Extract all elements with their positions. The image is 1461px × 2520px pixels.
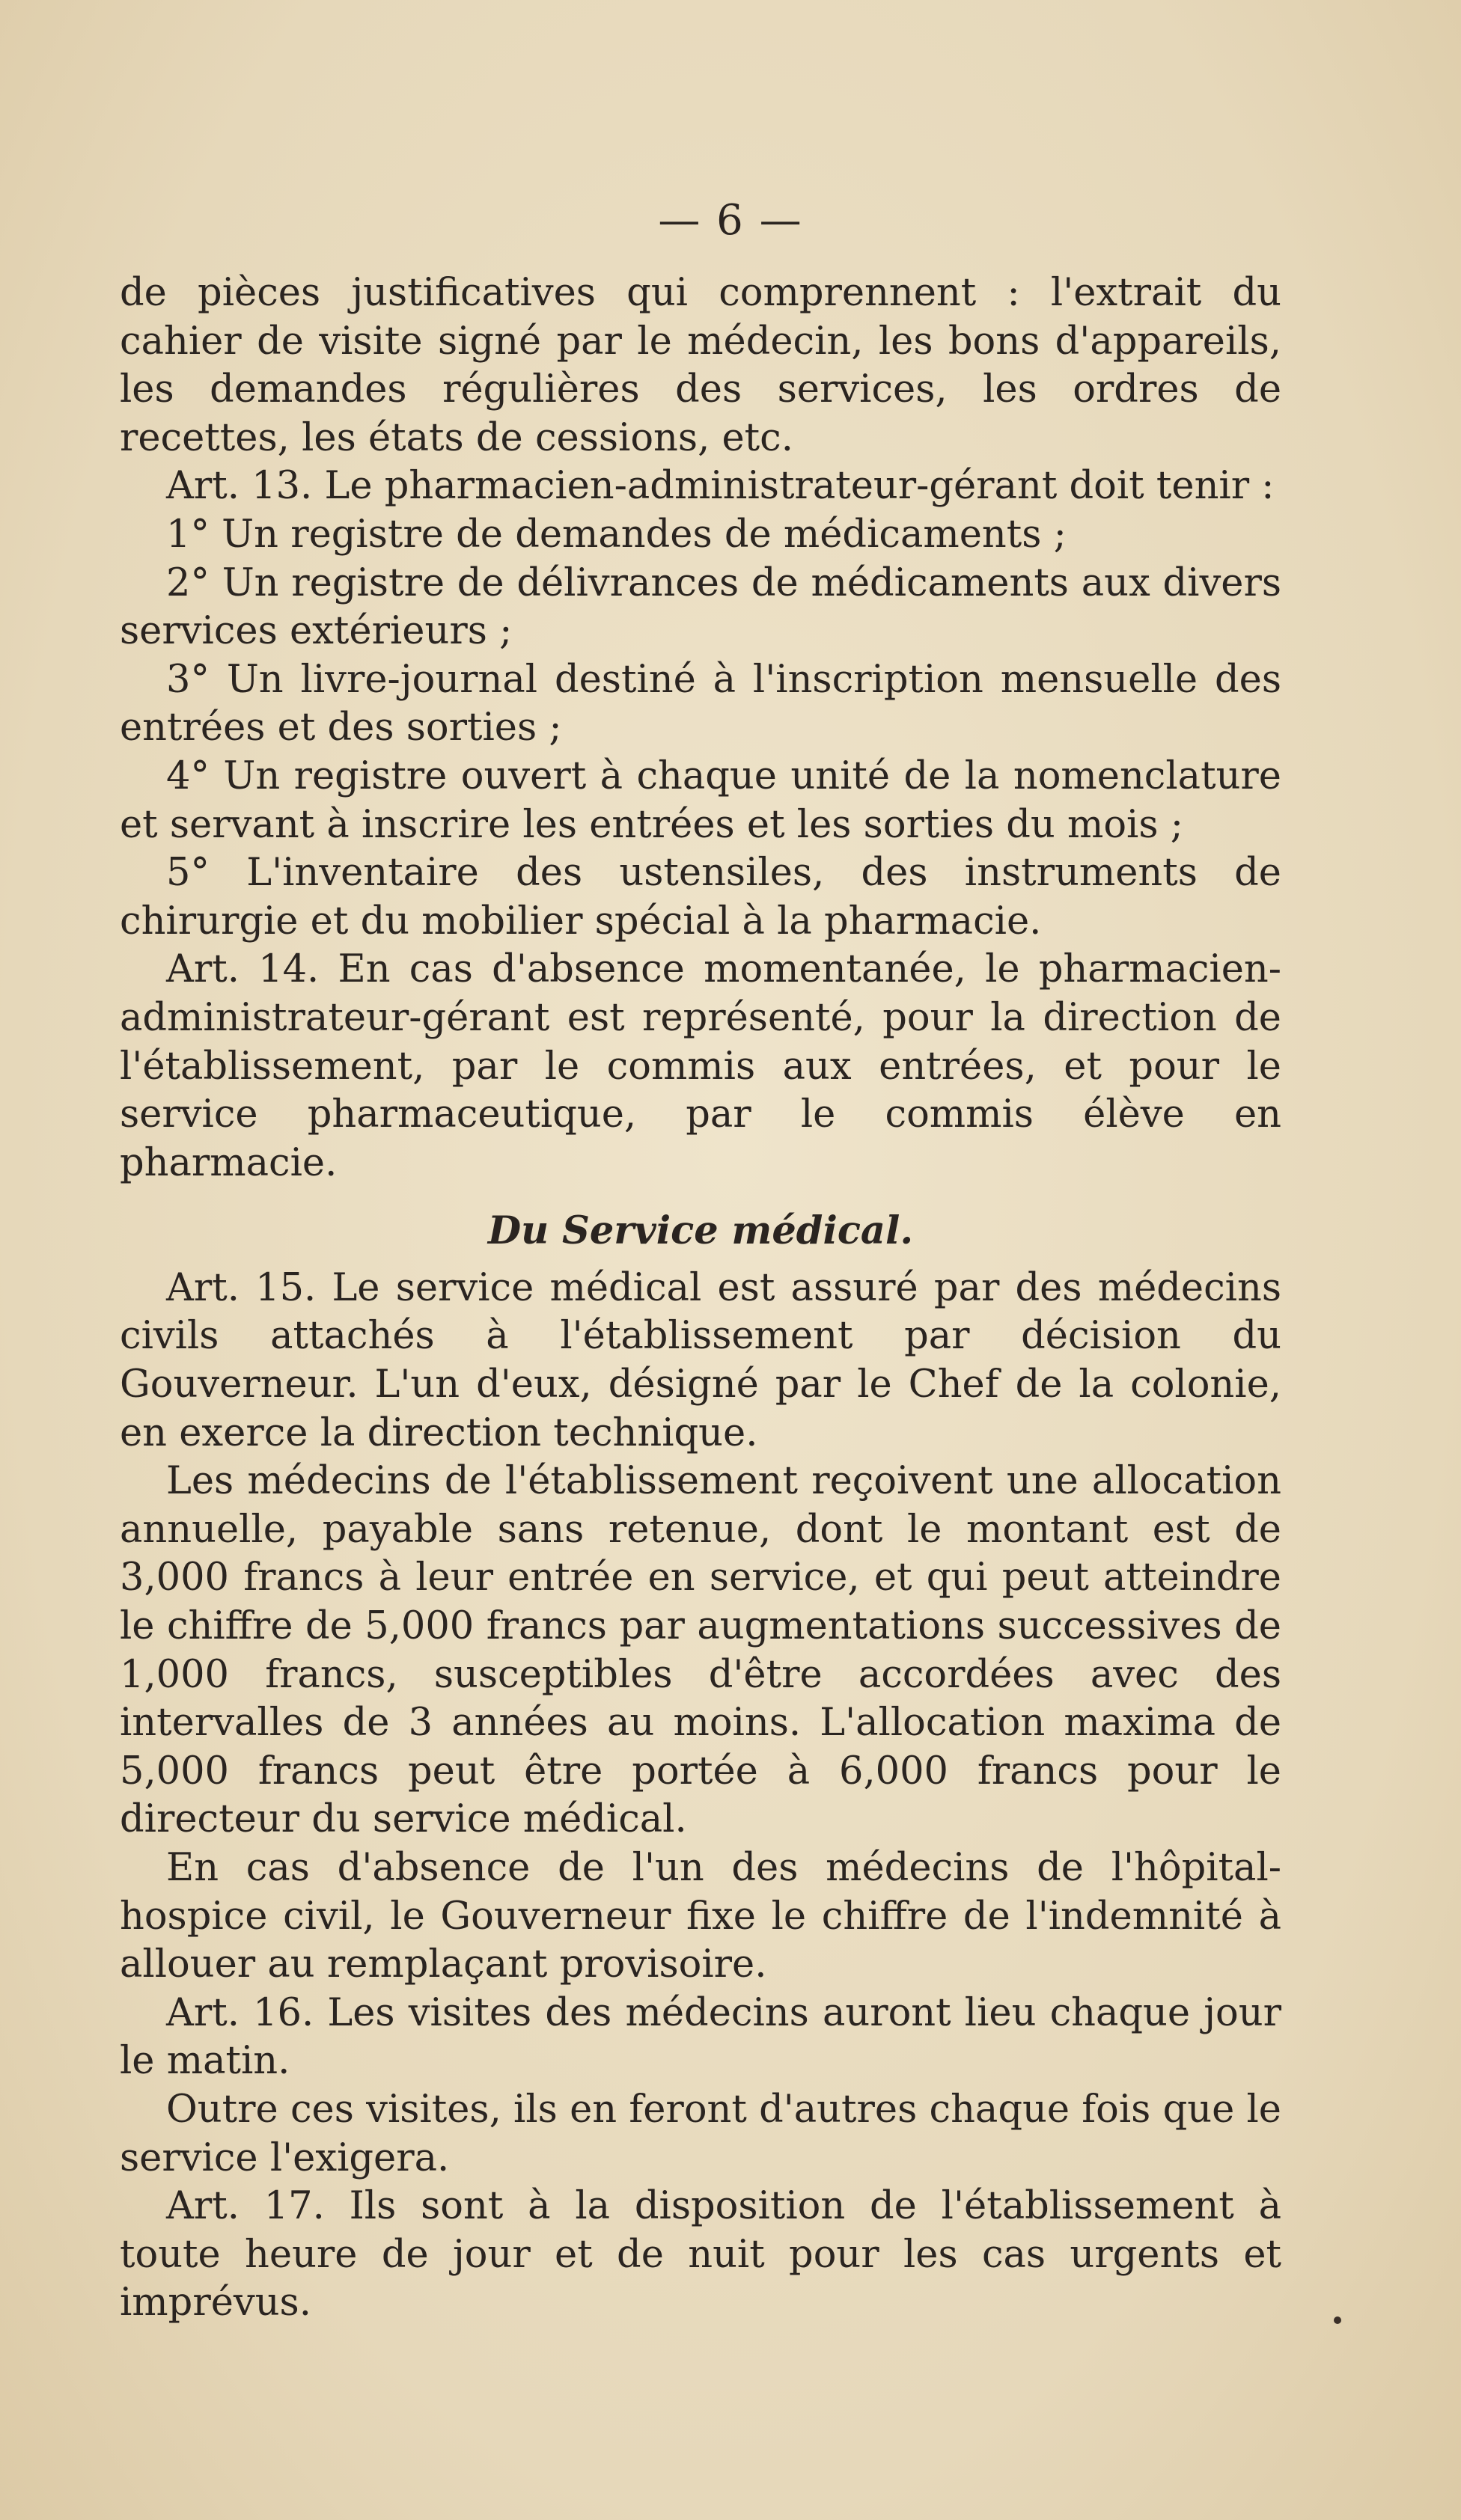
article-text: Ils sont à la disposition de l'établissement à toute heure de jour et de nuit pour les cas urgents et imprévus.: [120, 2184, 1281, 2325]
list-item-1: 1° Un registre de demandes de médicaments ;: [166, 512, 1067, 557]
paragraph-allocation: Les médecins de l'établissement reçoivent une allocation annuelle, payable sans retenue, dont le montant est de 3,000 francs à leur entrée en service, et qui peut atteindre le chiffre de 5,000 francs par augmentations successives de 1,000 francs, susceptibles d'être accordées avec des intervalles de 3 années au moins. L'allocation maxima de 5,000 francs peut être portée à 6,000 francs pour le directeur du service médical.: [120, 1459, 1281, 1842]
list-item-2: 2° Un registre de délivrances de médicaments aux divers services extérieurs ;: [120, 560, 1281, 654]
page-number: — 6 —: [658, 196, 803, 245]
article-label: Art. 16.: [166, 1990, 314, 2035]
list-item-3: 3° Un livre-journal destiné à l'inscription mensuelle des entrées et des sorties ;: [120, 657, 1281, 750]
article-text: Les visites des médecins auront lieu chaque jour le matin.: [120, 1990, 1281, 2084]
list-item-5: 5° L'inventaire des ustensiles, des instruments de chirurgie et du mobilier spécial à la pharmacie.: [120, 851, 1281, 944]
article-text: En cas d'absence momentanée, le pharmacien-administrateur-gérant est représenté, pour la direction de l'établissement, par le commis aux entrées, et pour le service pharmaceutique, par le commis élève en pharmacie.: [120, 947, 1281, 1185]
article-label: Art. 15.: [166, 1265, 317, 1310]
list-item-4: 4° Un registre ouvert à chaque unité de la nomenclature et servant à inscrire les entrées et les sorties du mois ;: [120, 753, 1281, 847]
article-text: Le pharmacien-administrateur-gérant doit tenir :: [312, 464, 1275, 509]
article-text: Le service médical est assuré par des médecins civils attachés à l'établissement par décision du Gouverneur. L'un d'eux, désigné par le Chef de la colonie, en exerce la direction technique.: [120, 1265, 1282, 1455]
body-text: [120, 269, 1281, 2328]
section-heading: Du Service médical.: [487, 1208, 914, 1254]
ink-speck: [1334, 2316, 1341, 2324]
article-label: Art. 13.: [166, 464, 313, 509]
article-label: Art. 14.: [166, 947, 320, 992]
article-label: Art. 17.: [166, 2184, 325, 2229]
paragraph-absence: En cas d'absence de l'un des médecins de l'hôpital-hospice civil, le Gouverneur fixe le chiffre de l'indemnité à allouer au remplaçant provisoire.: [120, 1846, 1281, 1987]
article-15: [120, 1264, 1281, 1458]
paragraph-continuation: de pièces justificatives qui comprennent : l'extrait du cahier de visite signé par le médecin, les bons d'appareils, les demandes régulières des services, les ordres de recettes, les états de cessions, etc.: [120, 271, 1281, 460]
paragraph-visits: Outre ces visites, ils en feront d'autres chaque fois que le service l'exigera.: [120, 2087, 1281, 2180]
article-14: [120, 946, 1281, 1187]
article-16: [120, 1990, 1281, 2086]
article-13: [120, 462, 1281, 511]
article-17: [120, 2183, 1281, 2328]
